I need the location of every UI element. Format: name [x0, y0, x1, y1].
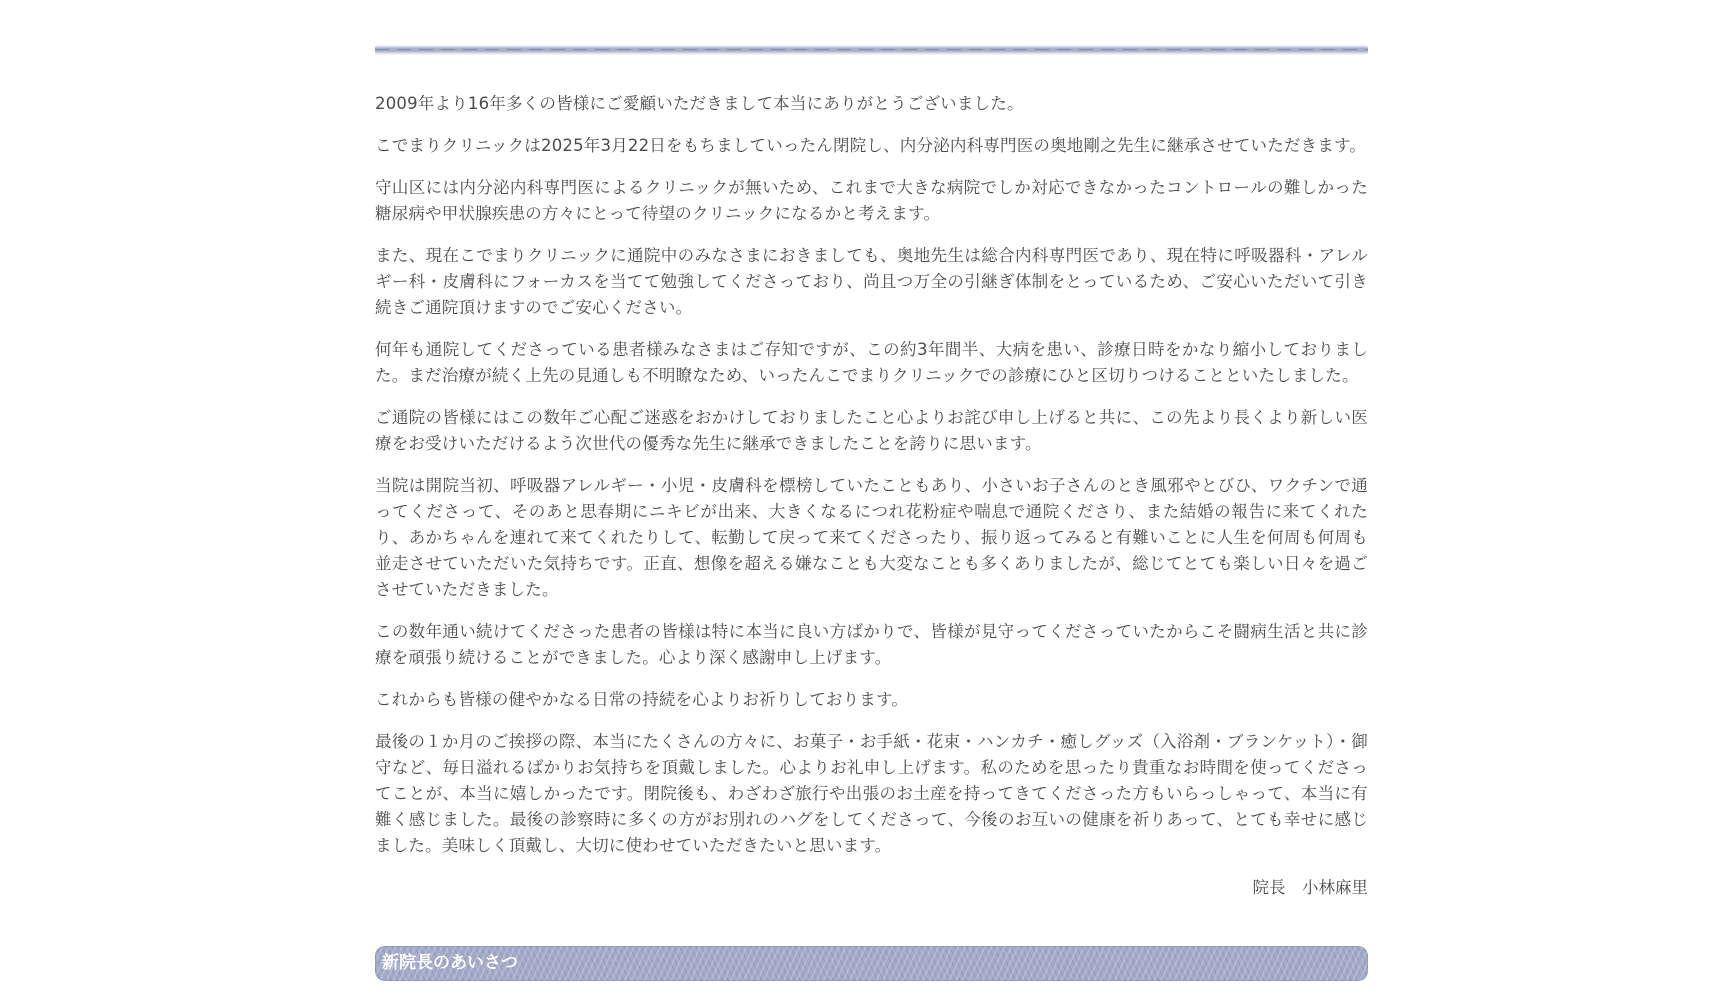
section-heading-new-director: 新院長のあいさつ — [375, 946, 1368, 981]
message-paragraph: 何年も通院してくださっている患者様みなさまはご存知ですが、この約3年間半、大病を患い、診療日時をかなり縮小しておりました。まだ治療が続く上先の見通しも不明瞭なため、いったんこでまりクリニックでの診療にひと区切りつけることといたしました。 — [375, 340, 1368, 385]
message-paragraph: こでまりクリニックは2025年3月22日をもちましていったん閉院し、内分泌内科専門医の奥地剛之先生に継承させていただきます。 — [375, 136, 1367, 155]
decorative-divider — [375, 45, 1368, 55]
message-paragraph: ご通院の皆様にはこの数年ご心配ご迷惑をおかけしておりましたこと心よりお詫び申し上げると共に、この先より長くより新しい医療をお受けいただけるよう次世代の優秀な先生に継承できましたことを誇りに思います。 — [375, 408, 1368, 453]
message-paragraph: 最後の１か月のご挨拶の際、本当にたくさんの方々に、お菓子・お手紙・花束・ハンカチ・癒しグッズ（入浴剤・ブランケット）・御守など、毎日溢れるばかりお気持ちを頂戴しました。心よりお礼申し上げます。私のためを思ったり貴重なお時間を使ってくださってことが、本当に嬉しかったです。閉院後も、わざわざ旅行や出張のお土産を持ってきてくださった方もいらっしゃって、本当に有難く感じました。最後の診察時に多くの方がお別れのハグをしてくださって、今後のお互いの健康を祈りあって、とても幸せに感じました。美味しく頂戴し、大切に使わせていただきたいと思います。 — [375, 732, 1368, 855]
message-paragraph: 当院は開院当初、呼吸器アレルギー・小児・皮膚科を標榜していたこともあり、小さいお子さんのとき風邪やとびひ、ワクチンで通ってくださって、そのあと思春期にニキビが出来、大きくなるにつれ花粉症や喘息で通院くださり、また結婚の報告に来てくれたり、あかちゃんを連れて来てくれたりして、転勤して戻って来てくださったり、振り返ってみると有難いことに人生を何周も何周も並走させていただいた気持ちです。正直、想像を超える嫌なことも大変なことも多くありましたが、総じてとても楽しい日々を過ごさせていただきました。 — [375, 476, 1368, 599]
message-paragraph: この数年通い続けてくださった患者の皆様は特に本当に良い方ばかりで、皆様が見守ってくださっていたからこそ闘病生活と共に診療を頑張り続けることができました。心より深く感謝申し上げます。 — [375, 622, 1368, 667]
message-paragraph: 守山区には内分泌内科専門医によるクリニックが無いため、これまで大きな病院でしか対応できなかったコントロールの難しかった糖尿病や甲状腺疾患の方々にとって待望のクリニックになるかと考えます。 — [375, 178, 1368, 223]
signature: 院長 小林麻里 — [1252, 878, 1368, 897]
closing-message — [375, 91, 1368, 901]
message-paragraph: また、現在こでまりクリニックに通院中のみなさまにおきましても、奥地先生は総合内科専門医であり、現在特に呼吸器科・アレルギー科・皮膚科にフォーカスを当てて勉強してくださっており、尚且つ万全の引継ぎ体制をとっているため、ご安心いただいて引き続きご通院頂けますのでご安心ください。 — [375, 246, 1368, 317]
message-paragraph: 2009年より16年多くの皆様にご愛顧いただきまして本当にありがとうございました。 — [375, 94, 1024, 113]
message-paragraph: これからも皆様の健やかなる日常の持続を心よりお祈りしております。 — [375, 690, 909, 709]
main-content — [375, 0, 1368, 973]
